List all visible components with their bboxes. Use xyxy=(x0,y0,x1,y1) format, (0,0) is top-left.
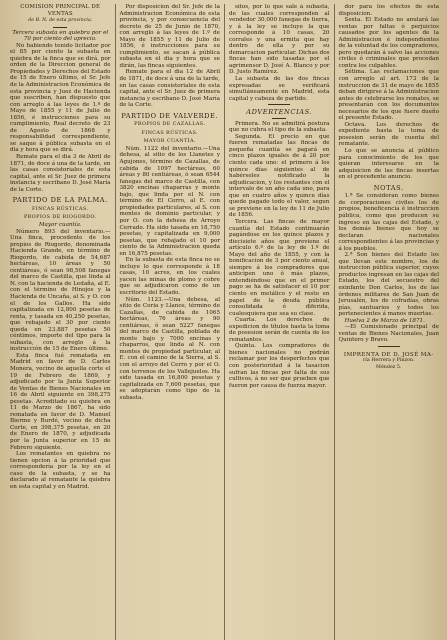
section-heading: ADVERTENCIAS. xyxy=(246,108,313,117)
column-4 xyxy=(334,4,444,640)
auction-heading: Tercera subasta en quiebra por el 70 por ciento del aprecio. xyxy=(12,29,109,43)
date-line: Huelva 2 de Marzo de 1871. xyxy=(344,317,425,324)
paragraph: Remate para el dia 12 de Abril de 1871, de doce á una de la tarde, en las casas consistoriales de esta capital, ante el Sr. Juez de primera instancia y escribano D. José María de la Corte. xyxy=(119,69,220,109)
paragraph: Núm. 1122 del inventario.—Una dehesa, al sitio de los Llanetes y Agujones, término de Cazallas, de cabida de 1097 hectáreas, 60 áreas y 80 centiáreas, ó sean 6544 fanegas del marco de Castilla, con 3820 encinas chaparras y monte bajo, que linda por el N. con término de El Cerro, al E. con propiedades particulares, al S. con montes de dominio particular, y por O. con la dehesa de Arroyo Cerrado. Ha sido tasada en 18,750 pesetas, y capitalizada en 9,000 pesetas, que rebajado el 10 por ciento de la Administracion queda en 16,875 pesetas. xyxy=(119,145,220,257)
paragraph: Remate para el dia 3 de Abril de 1871, de doce á una de la tarde, en las casas consistoriales de esta capital, ante el Sr. Juez de primera instancia y escribano D. José María de la Corte. xyxy=(10,154,111,193)
paragraph: Sexta. El Estado no anulará las ventas por faltas ó perjuicios causados por los agentes de la Administracion é independientes de la voluntad de los compradores, pero quedarán á salvo las acciones civiles ó criminales que procedan contra los culpables. xyxy=(338,17,439,69)
subsection-heading: PROPIOS DE RIOGORDO. xyxy=(23,214,97,221)
paragraph: Sétima. Las reclamaciones que con arreglo al art. 173 de la instruccion de 31 de mayo de 1855 deban dirigirse á la Administracion antes de celebrarse los remates, se presentarán con los documentos necesarios de los que fuere dueño el presente Estado. xyxy=(338,69,439,122)
paragraph: dor para los efectos de esta disposicion. xyxy=(338,4,439,17)
printer-address: Méndez 5. xyxy=(376,364,402,370)
divider xyxy=(378,346,400,347)
paragraph: sitos, por lo que sale á subasta, de las cuales corresponden al vendedor 30,000 fanegas de tierra, y á la ley se incluye la que corresponde á 10 casas, 20 corrales y una ermita que hay dentro de ella y por su demarcacion particular. Dichas dos fincas han sido tasadas por el agrimensor D. José A. Blanco y por D. Justo Ramírez. xyxy=(229,4,330,76)
column-3 xyxy=(224,4,334,640)
note: 1.ª Se consideran como bienes de corporaciones civiles los de propios, beneficencia é instruccion pública, como que producen su ingreso en las cajas del Estado, y los demás bienes que hoy se declaran nacionales correspondientes á las provincias y á los pueblos. xyxy=(338,193,439,252)
paragraph: Por disposicion del Sr. Jefe de la Administracion Económica de esta provincia, y por consecuencia del decreto de 25 de Junio de 1870, con arreglo á las leyes de 1.º de Mayo de 1855 y 11 de Julio de 1856, é instrucciones para su cumplimiento, se sacan á pública subasta en el dia y hora que se dirán, las fincas siguientes. xyxy=(119,4,220,69)
subsection-heading: FINCAS RÚSTICAS. xyxy=(31,205,89,212)
printer-name-cont: ría Herrera y Pinzon. xyxy=(363,358,415,364)
paragraph: La subasta de las dos fincas expresadas se verificará simultáneamente en Madrid, esta capital y cabeza de partido. xyxy=(229,76,330,102)
paragraph: Octava. Los derechos de expediente hasta la toma de posesion serán de cuenta del rematante. xyxy=(338,121,439,148)
paragraph: En la subasta de esta finca no se incluye lo que corresponde á 18 casas, 10 acres, en los cuales yacen las minas de plomo y cobre que se adjudicaron como de un escritorio del Estado. xyxy=(119,257,220,296)
subsection-heading: FINCAS RÚSTICAS. xyxy=(141,129,199,136)
divider xyxy=(53,27,67,28)
divider xyxy=(268,104,290,105)
paragraph: Quinta. Los compradores de bienes nacionales no podrán reclamar por los desperfectos que con posterioridad á la tasacion sufran las fincas por falta de sus cultivos, á no ser que prueben que fueron por causa de fuerza mayor. xyxy=(229,343,330,389)
paragraph: Lo que se anuncia al público para conocimiento de los que quieran interesarse en la adquisicion de las fincas insertas en el precedente anuncio. xyxy=(338,148,439,181)
paragraph: Los rematantes en quiebra no tienen opcion á la prioridad que correspondería por la ley en el caso de la subasta, y se ha declarado al rematante la quiebra en esta capital y en Madrid. xyxy=(10,451,111,490)
section-heading: PARTIDO DE LA PALMA. xyxy=(12,196,108,205)
note: 2.ª Son bienes del Estado los que llevan este nombre, los de instruccion pública superior, cuyos productos ingresan en las cajas del Estado, los del secuestro del exinfante Don Carlos, los de las órdenes militares de San Juan de Jerusalén, los de cofradías, obras pías, santuarios y todos los pertenecientes á manos muertas. xyxy=(338,252,439,318)
category-label: Mayor cuantía. xyxy=(38,221,82,228)
column-1 xyxy=(6,4,115,640)
paragraph: Núm. 1123.—Una dehesa, al sitio de Coria y Llanos, término de Cazallas, de cabida de 1065 hectáreas, 76 áreas y 90 centiáreas, ó sean 5227 fanegas del marco de Castilla, poblada de monte bajo y 7000 encinas y chaparros, que linda al N. con montes de propiedad particular, al E. con el camino de la Sierra, al S. con el arroyo del Cerro y por el O. con terrenos de los Vallejuelos. Ha sido tasada en 16,800 pesetas y capitalizada en 7,600 pesetas, que se adoptarán como tipo de la subasta. xyxy=(119,296,220,401)
paragraph: Tercera. Las fincas de mayor cuantía del Estado continuarán pagándose en los quince plazos y diecisiete años que previene el artículo 6.º de la ley de 1.º de Mayo del año de 1855, y con la bonificacion de 3 por ciento anual, siempre á los compradores que anticipen uno ó más plazos, entendiéndose que en el primer pago se ha de satisfacer el 10 por ciento en metálico y el resto en papel de la deuda pública consolidada ó diferida, cualesquiera que sea su clase. xyxy=(229,218,330,317)
paragraph: No habiendo tenido licitador por el 85 por ciento la subasta en quiebra de la finca que se dirá, por orden de la Direccion general de Propiedades y Derechos del Estado de 15 de Enero último, el Sr. Jefe de la Administracion Económica de esta provincia y Juez de Hacienda que suscriben, han dispuesto que con arreglo á las leyes de 1.º de Mayo de 1855 y 11 de Julio de 1856, é instrucciones para su cumplimiento, Real decreto de 23 de Agosto de 1868 y responsabilidad correspondiente, se saque á pública subasta en el dia y hora que se dirá. xyxy=(10,42,111,154)
paragraph: Número 893 del inventario.—Una finca, procedente de los propios de Riogordo, denominada Hacienda Grande, en término de Riogordo, de cabida de 54,687 hectáreas, 10 áreas y 50 centiáreas, ó sean 98,508 fanegas del marco de Castilla, que linda al N. con la hacienda de Ledaña, al E. con el término de Hinojos y la Hacienda de Uncaña, al S. y O. con el de los Gallos. Ha sido capitalizada en 12,800 pesetas de renta, y tasada en 40,250 pesetas, que rebajado el 30 por ciento queda en 23,887 pesetas 50 céntimos, importe del tipo para la subasta, con arreglo á la instrucción de 15 de Enero último. xyxy=(10,228,111,353)
signature-paragraph: —El Comisionado principal de ventas de Bienes Nacionales, Juan Quintero y Bravo. xyxy=(338,324,439,344)
paragraph: Esta finca fué rematada en Madrid en favor de D. Carlos Monera, vecino de aquella corte el 19 de Febrero de 1869, y adjudicado por la Junta Superior de Ventas de Bienes Nacionales en 16 de Abril siguiente en 398,275 pesetas. Acreditado su quiebra en 11 de Marzo de 1867, ha sido rematada en favor de D. Manuel Bierme y Burdé, vecino de dicha Corte, en 398,375 pesetas, en 20 de Enero de 1870, y adjudicada por la Junta superior en 15 de Febrero siguiente. xyxy=(10,352,111,451)
columns xyxy=(6,4,443,640)
commission-subtitle: de B. N. de esta provincia. xyxy=(28,18,93,24)
subsection-heading: PROPIOS DE CAZALLAS. xyxy=(134,121,206,128)
paragraph: Primera. No se admitirá postura que no cubra el tipo de la subasta. xyxy=(229,120,330,134)
column-2 xyxy=(115,4,225,640)
paragraph: Segunda. El precio en que fueren rematadas las fincas de pequeña cuantía se pagará en cinco plazos iguales de á 20 por ciento cada uno: el primero á los quince días siguientes al de habérseles notificado la adjudicacion, y los restantes con el intervalo de un año cada uno, para que en cuatro años y quince días quede pagado todo el valor, segun se previene en la ley de 11 de Julio de 1856. xyxy=(229,133,330,219)
section-heading: PARTIDO DE VALVERDE. xyxy=(121,111,219,120)
notes-heading: NOTAS. xyxy=(373,183,404,192)
printer-name: IMPRENTA DE D. JOSÉ MA- xyxy=(343,351,434,358)
paragraph: Cuarta. Los derechos de expedicion de títulos hasta la toma de posesion serán de cuenta de los rematantes. xyxy=(229,317,330,343)
category-label: MAYOR CUANTÍA. xyxy=(143,138,196,145)
commission-title: COMISION PRINCIPAL DE VENTAS xyxy=(20,4,101,17)
divider xyxy=(272,118,286,119)
